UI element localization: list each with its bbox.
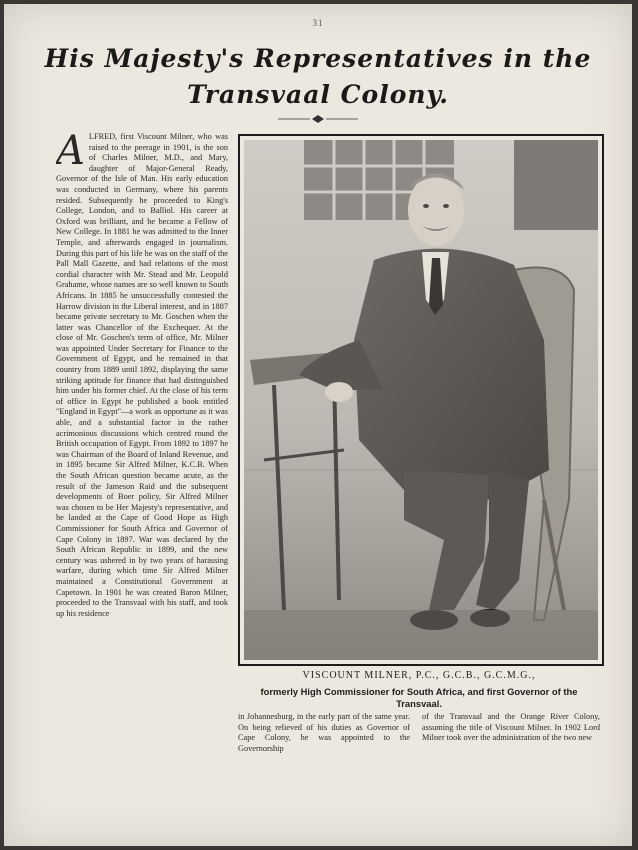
page-title-line-2: Transvaal Colony. [187,80,449,109]
page-number: 31 [312,18,324,28]
article-column-bottom-2: of the Transvaal and the Orange River Colony, assuming the title of Viscount Milner. In 1902 Lord Milner took over the administration of the two new [422,712,600,743]
photo-caption-subtitle: formerly High Commissioner for South Africa, and first Governor of the Transvaal. [260,686,578,709]
portrait-photo [238,134,604,666]
title-ornament [278,114,358,124]
page-title: His Majesty's Representatives in the [44,44,592,73]
document-page [4,4,632,846]
article-column-bottom-1: in Johannesburg, in the early part of the same year. On being relieved of his duties as Governor of Cape Colony, he was appointed to the Governorship [238,712,410,753]
drop-cap: A [56,132,85,174]
photo-caption-name: VISCOUNT MILNER, P.C., G.C.B., G.C.M.G., [302,670,536,681]
article-text-left: LFRED, first Viscount Milner, who was raised to the peerage in 1901, is the son of Charles Milner, M.D., and Mary, daughter of Major-General Ready, Governor of the Isle of Man. His early education was conducted in Germany, where his parents resided. Subsequently he proceeded to King's College, London, and to Balliol. His career at Oxford was brilliant, and he became a Fellow of New College. In 1881 he was admitted to the Inner Temple, and afterwards engaged in journalism. During this part of his life he was on the staff of the Pall Mall Gazette, and had relations of the most cordial character with Mr. Stead and Mr. Leopold Grahame, whose names are so well known to South Africans. In 1885 he unsuccessfully contested the Harrow division in the Liberal interest, and in 1887 became private secretary to Mr. Goschen when the latter was Chancellor of the Exchequer. At the close of Mr. Goschen's term of office, Mr. Milner was appointed Under Secretary for Finance to the Government of Egypt, and he remained in that country from 1889 until 1892, displaying the same striking aptitude for finance that had distinguished him under his former chief. At the close of his term of office in Egypt he published a book entitled "England in Egypt"—a work as opportune as it was able, and a substantial factor in the rather acrimonious discussions which centred round the British occupation of Egypt. From 1892 to 1897 he was Chairman of the Board of Inland Revenue, and in 1895 became Sir Alfred Milner, K.C.B. When the South African question became acute, as the result of the Jameson Raid and the subsequent developments of Boer policy, Sir Alfred Milner was chosen to be Her Majesty's representative, and he landed at the Cape of Good Hope as High Commissioner for South Africa and Governor of Cape Colony in 1897. War was declared by the South African Republic in 1899, and the new century was ushered in by two years of harassing warfare, during which time Sir Alfred Milner maintained a Constitutional Government at Capetown. In 1901 he was created Baron Milner, proceeded to the Transvaal with his staff, and took up his residence [56,132,228,618]
article-column-left [56,132,228,732]
